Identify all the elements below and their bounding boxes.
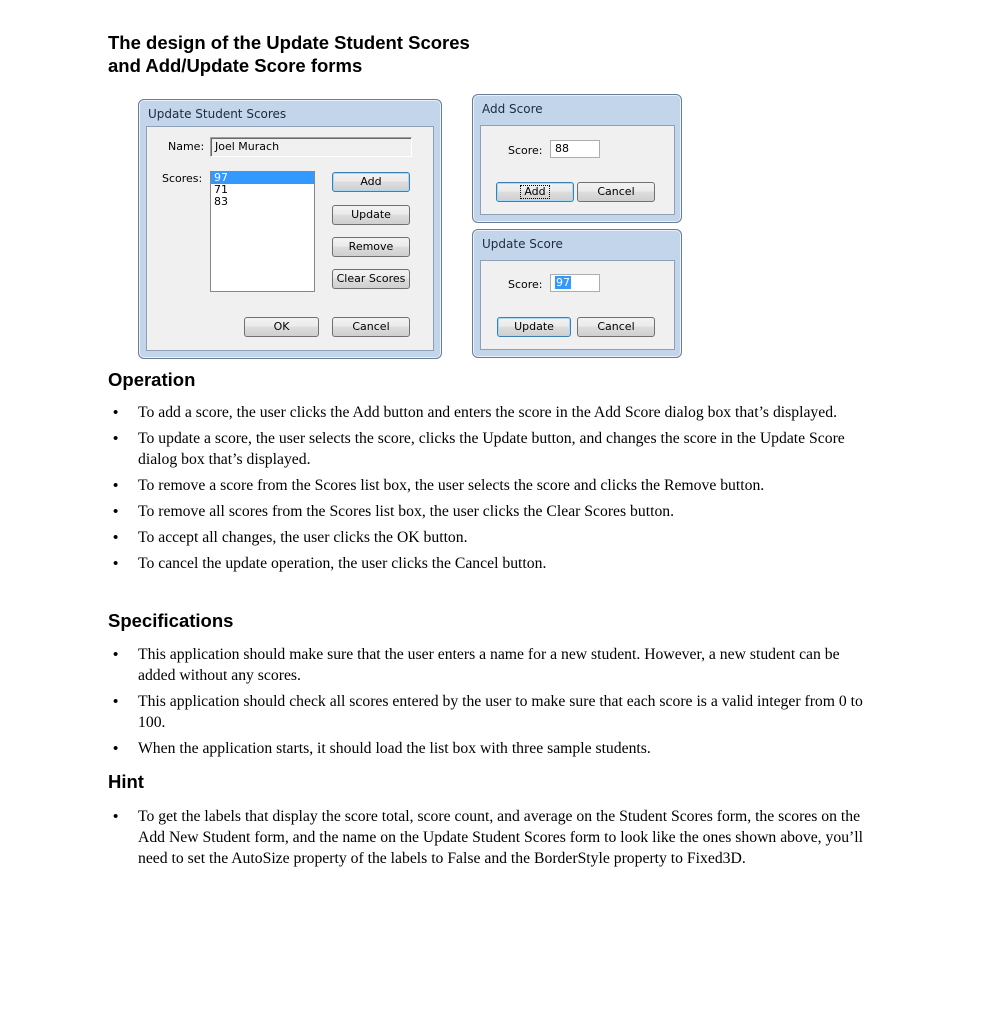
window-client-area: [146, 126, 434, 351]
remove-button[interactable]: Remove: [332, 237, 410, 257]
specifications-heading: Specifications: [108, 610, 234, 631]
list-item: • To accept all changes, the user clicks the OK button.: [113, 527, 873, 548]
list-item: • To remove a score from the Scores list box, the user selects the score and clicks the Remove button.: [113, 475, 873, 496]
operation-heading: Operation: [108, 369, 196, 390]
score-item[interactable]: 71: [214, 183, 228, 196]
list-item: • To remove all scores from the Scores list box, the user clicks the Clear Scores button.: [113, 501, 873, 522]
page-title: [108, 31, 470, 77]
cancel-button[interactable]: Cancel: [577, 182, 655, 202]
update-score-window: [472, 229, 682, 358]
list-item: • This application should make sure that the user enters a name for a new student. However, a new student can be added without any scores.: [113, 644, 873, 686]
hint-list: [113, 806, 873, 874]
list-item: • When the application starts, it should load the list box with three sample students.: [113, 738, 873, 759]
add-score-window: [472, 94, 682, 223]
score-label: Score:: [508, 144, 543, 157]
list-item: • To cancel the update operation, the user clicks the Cancel button.: [113, 553, 873, 574]
update-student-scores-window: [138, 99, 442, 359]
list-item: • To add a score, the user clicks the Add button and enters the score in the Add Score dialog box that’s displayed.: [113, 402, 873, 423]
cancel-button[interactable]: Cancel: [577, 317, 655, 337]
ok-button[interactable]: OK: [244, 317, 319, 337]
window-caption: Update Score: [482, 237, 563, 251]
window-client-area: [480, 125, 675, 215]
window-caption: Update Student Scores: [148, 107, 287, 121]
add-button[interactable]: [496, 182, 574, 202]
cancel-button[interactable]: Cancel: [332, 317, 410, 337]
hint-heading: Hint: [108, 771, 144, 792]
score-input[interactable]: 88: [550, 140, 600, 158]
add-button-label: Add: [521, 186, 548, 198]
name-display: Joel Murach: [210, 137, 412, 157]
operation-list: [113, 402, 873, 579]
score-input-value: 97: [556, 276, 570, 289]
add-button[interactable]: Add: [332, 172, 410, 192]
score-input[interactable]: [550, 274, 600, 292]
page-title-line1: The design of the Update Student Scores: [108, 32, 470, 53]
list-item: • This application should check all scores entered by the user to make sure that each score is a valid integer from 0 to 100.: [113, 691, 873, 733]
window-client-area: [480, 260, 675, 350]
window-caption: Add Score: [482, 102, 543, 116]
scores-listbox[interactable]: [210, 171, 315, 292]
update-button[interactable]: Update: [332, 205, 410, 225]
update-button[interactable]: Update: [497, 317, 571, 337]
list-item: • To update a score, the user selects the score, clicks the Update button, and changes the score in the Update Score dialog box that’s displayed.: [113, 428, 873, 470]
name-label: Name:: [168, 140, 205, 153]
clear-scores-button[interactable]: Clear Scores: [332, 269, 410, 289]
specifications-list: [113, 644, 873, 764]
page-title-line2: and Add/Update Score forms: [108, 55, 363, 76]
score-item[interactable]: 83: [214, 195, 228, 208]
scores-label: Scores:: [162, 172, 203, 185]
score-item[interactable]: 97: [211, 172, 314, 184]
score-label: Score:: [508, 278, 543, 291]
list-item: • To get the labels that display the score total, score count, and average on the Student Scores form, the scores on the Add New Student form, and the name on the Update Student Scores form to look like the ones shown above, you’ll need to set the AutoSize property of the labels to False and the BorderStyle property to Fixed3D.: [113, 806, 873, 869]
